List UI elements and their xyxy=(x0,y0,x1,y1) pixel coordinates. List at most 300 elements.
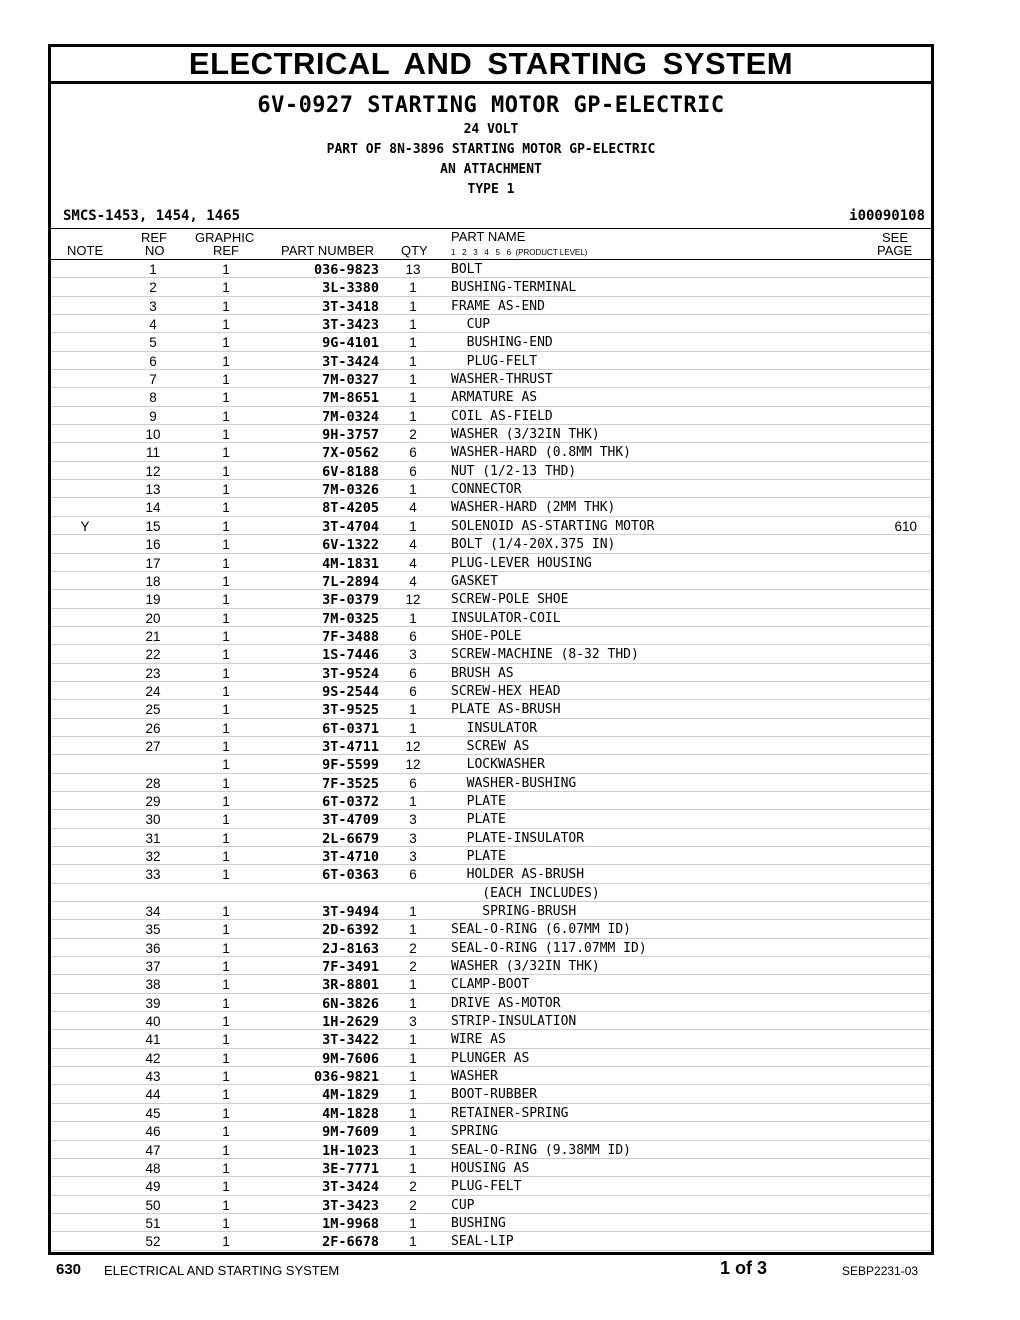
col-ref-top: REF xyxy=(141,230,167,245)
row-ref-number: 24 xyxy=(145,683,161,699)
row-graphic-ref: 1 xyxy=(222,482,230,498)
row-part-number: 3T-3423 xyxy=(322,1197,379,1214)
table-row xyxy=(51,425,931,443)
table-row xyxy=(51,1159,931,1177)
table-row xyxy=(51,994,931,1012)
row-part-name: BOOT-RUBBER xyxy=(451,1087,538,1103)
table-row xyxy=(51,1141,931,1159)
row-ref-number: 17 xyxy=(145,555,161,571)
col-graphic-bottom: REF xyxy=(213,243,239,258)
row-quantity: 1 xyxy=(409,702,417,718)
row-part-number: 4M-1831 xyxy=(322,555,379,572)
table-row xyxy=(51,1085,931,1103)
row-quantity: 6 xyxy=(409,683,417,699)
row-graphic-ref: 1 xyxy=(222,738,230,754)
row-part-number: 2F-6678 xyxy=(322,1234,379,1251)
row-graphic-ref: 1 xyxy=(222,298,230,314)
table-row xyxy=(51,847,931,865)
col-part-name: PART NAME xyxy=(451,229,526,244)
row-part-name: WASHER-HARD (2MM THK) xyxy=(451,500,616,516)
parts-table-body xyxy=(51,260,931,1251)
row-part-number: 8T-4205 xyxy=(322,500,379,517)
row-graphic-ref: 1 xyxy=(222,683,230,699)
row-graphic-ref: 1 xyxy=(222,1197,230,1213)
table-row xyxy=(51,1214,931,1232)
row-graphic-ref: 1 xyxy=(222,775,230,791)
row-ref-number: 14 xyxy=(145,500,161,516)
subtitle-voltage: 24 VOLT xyxy=(463,122,519,137)
row-graphic-ref: 1 xyxy=(222,793,230,809)
row-ref-number: 42 xyxy=(145,1050,161,1066)
row-graphic-ref: 1 xyxy=(222,555,230,571)
row-ref-number: 25 xyxy=(145,702,161,718)
row-quantity: 1 xyxy=(409,1124,417,1140)
row-ref-number: 32 xyxy=(145,849,161,864)
row-part-name: BOLT xyxy=(451,262,483,277)
table-row xyxy=(51,1049,931,1067)
row-part-name: PLATE xyxy=(451,812,506,828)
row-ref-number: 36 xyxy=(145,940,161,956)
row-graphic-ref: 1 xyxy=(222,537,230,553)
row-graphic-ref: 1 xyxy=(222,463,230,479)
row-graphic-ref: 1 xyxy=(222,922,230,938)
row-part-name: CONNECTOR xyxy=(451,482,522,498)
footer-page-of: 1 of 3 xyxy=(720,1258,768,1278)
row-ref-number: 44 xyxy=(145,1087,161,1103)
row-part-number: 1S-7446 xyxy=(322,647,379,664)
row-ref-number: 21 xyxy=(145,628,161,644)
table-row xyxy=(51,810,931,828)
row-graphic-ref: 1 xyxy=(222,353,230,369)
table-row xyxy=(51,590,931,608)
row-ref-number: 3 xyxy=(149,298,157,314)
row-part-name: INSULATOR xyxy=(451,720,538,736)
table-row xyxy=(51,737,931,755)
row-graphic-ref: 1 xyxy=(222,665,230,681)
row-graphic-ref: 1 xyxy=(222,573,230,589)
col-graphic-top: GRAPHIC xyxy=(195,230,255,245)
row-ref-number: 43 xyxy=(145,1069,161,1085)
col-qty: QTY xyxy=(401,243,428,258)
row-part-name: COIL AS-FIELD xyxy=(451,408,553,424)
col-product-levels: 1 2 3 4 5 6 (PRODUCT LEVEL) xyxy=(451,248,588,257)
table-row xyxy=(51,498,931,516)
row-quantity: 4 xyxy=(409,555,417,571)
row-quantity: 1 xyxy=(409,1160,417,1176)
row-part-name: LOCKWASHER xyxy=(451,757,545,773)
row-ref-number: 48 xyxy=(145,1160,161,1176)
row-quantity: 3 xyxy=(409,830,417,846)
row-ref-number: 20 xyxy=(145,610,161,626)
row-part-name: (EACH INCLUDES) xyxy=(451,885,600,901)
row-quantity: 6 xyxy=(409,628,417,644)
footer-section-name: ELECTRICAL AND STARTING SYSTEM xyxy=(104,1263,340,1278)
table-row xyxy=(51,792,931,810)
row-part-number: 9M-7606 xyxy=(322,1050,379,1067)
row-graphic-ref: 1 xyxy=(222,1234,230,1250)
row-graphic-ref: 1 xyxy=(222,500,230,516)
row-part-number: 3T-9524 xyxy=(322,665,379,682)
row-part-name: SCREW-MACHINE (8-32 THD) xyxy=(451,647,639,663)
table-row xyxy=(51,1067,931,1085)
row-part-number: 3T-3422 xyxy=(322,1032,379,1049)
row-ref-number: 35 xyxy=(145,922,161,938)
row-graphic-ref: 1 xyxy=(222,720,230,736)
row-part-number: 1M-9968 xyxy=(322,1215,379,1232)
row-part-name: HOLDER AS-BRUSH xyxy=(451,867,585,883)
table-row xyxy=(51,297,931,315)
row-ref-number: 27 xyxy=(145,738,161,754)
group-title: 6V-0927 STARTING MOTOR GP-ELECTRIC xyxy=(257,93,725,118)
row-part-name: WASHER (3/32IN THK) xyxy=(451,959,600,975)
row-part-number: 7M-0326 xyxy=(322,482,379,499)
row-quantity: 1 xyxy=(409,610,417,626)
row-graphic-ref: 1 xyxy=(222,1050,230,1066)
row-quantity: 4 xyxy=(409,500,417,516)
row-ref-number: 39 xyxy=(145,995,161,1011)
row-ref-number: 33 xyxy=(145,867,161,883)
table-row xyxy=(51,902,931,920)
row-part-number: 3T-9525 xyxy=(322,702,379,719)
row-graphic-ref: 1 xyxy=(222,390,230,406)
table-row xyxy=(51,920,931,938)
row-quantity: 12 xyxy=(405,592,421,608)
row-quantity: 2 xyxy=(409,940,417,956)
row-part-number: 6T-0371 xyxy=(322,720,379,737)
row-part-name: WIRE AS xyxy=(451,1032,506,1048)
row-graphic-ref: 1 xyxy=(222,427,230,443)
row-quantity: 1 xyxy=(409,298,417,314)
row-quantity: 1 xyxy=(409,518,417,534)
row-ref-number: 40 xyxy=(145,1014,161,1030)
row-part-name: PLUG-LEVER HOUSING xyxy=(451,555,592,571)
row-part-number: 3T-4709 xyxy=(322,812,379,829)
table-row xyxy=(51,1030,931,1048)
row-quantity: 1 xyxy=(409,1087,417,1103)
row-part-number: 3E-7771 xyxy=(322,1160,379,1177)
row-quantity: 6 xyxy=(409,463,417,479)
row-ref-number: 22 xyxy=(145,647,161,663)
table-row xyxy=(51,975,931,993)
row-quantity: 1 xyxy=(409,353,417,369)
row-quantity: 6 xyxy=(409,867,417,883)
row-quantity: 1 xyxy=(409,793,417,809)
row-quantity: 1 xyxy=(409,317,417,333)
row-part-name: CUP xyxy=(451,317,491,333)
row-graphic-ref: 1 xyxy=(222,1142,230,1158)
row-part-name: BOLT (1/4-20X.375 IN) xyxy=(451,537,616,553)
row-graphic-ref: 1 xyxy=(222,335,230,351)
row-ref-number: 29 xyxy=(145,793,161,809)
row-part-number: 3R-8801 xyxy=(322,977,379,994)
row-part-name: INSULATOR-COIL xyxy=(451,610,561,626)
subtitle-attachment: AN ATTACHMENT xyxy=(440,162,542,177)
row-part-name: GASKET xyxy=(451,573,498,589)
row-graphic-ref: 1 xyxy=(222,1087,230,1103)
row-part-name: SPRING-BRUSH xyxy=(451,904,577,920)
row-ref-number: 6 xyxy=(149,353,157,369)
row-part-number: 036-9823 xyxy=(313,262,379,278)
row-part-number: 3T-4711 xyxy=(322,738,379,755)
row-part-number: 4M-1828 xyxy=(322,1105,379,1122)
row-quantity: 2 xyxy=(409,1179,417,1195)
smcs-row xyxy=(51,206,931,228)
row-part-name: SEAL-O-RING (9.38MM ID) xyxy=(451,1142,632,1158)
row-part-number: 1H-1023 xyxy=(322,1142,379,1159)
row-quantity: 3 xyxy=(409,647,417,663)
row-part-name: WASHER-HARD (0.8MM THK) xyxy=(451,445,632,461)
row-part-name: WASHER-THRUST xyxy=(451,372,553,388)
row-quantity: 1 xyxy=(409,335,417,351)
row-part-name: CUP xyxy=(451,1197,475,1213)
row-ref-number: 5 xyxy=(149,335,157,351)
row-part-name: SCREW-POLE SHOE xyxy=(451,592,569,608)
col-note: NOTE xyxy=(67,243,104,258)
row-graphic-ref: 1 xyxy=(222,317,230,333)
row-graphic-ref: 1 xyxy=(222,372,230,388)
table-row xyxy=(51,1122,931,1140)
table-row xyxy=(51,755,931,773)
table-row xyxy=(51,407,931,425)
row-ref-number: 1 xyxy=(149,262,157,277)
page-footer xyxy=(0,1258,1020,1282)
smcs-codes: SMCS-1453, 1454, 1465 xyxy=(63,208,241,224)
table-row xyxy=(51,572,931,590)
row-quantity: 1 xyxy=(409,372,417,388)
row-quantity: 1 xyxy=(409,720,417,736)
row-part-name: PLATE xyxy=(451,849,506,864)
row-ref-number: 8 xyxy=(149,390,157,406)
row-part-number: 3T-3424 xyxy=(322,353,379,370)
table-row xyxy=(51,700,931,718)
row-part-name: PLUG-FELT xyxy=(451,353,538,369)
row-graphic-ref: 1 xyxy=(222,702,230,718)
row-part-number: 2D-6392 xyxy=(322,922,379,939)
row-quantity: 2 xyxy=(409,1197,417,1213)
table-row xyxy=(51,462,931,480)
row-graphic-ref: 1 xyxy=(222,995,230,1011)
row-graphic-ref: 1 xyxy=(222,1215,230,1231)
row-part-number: 3T-4710 xyxy=(322,849,379,865)
table-row xyxy=(51,627,931,645)
row-ref-number: 2 xyxy=(149,280,157,296)
row-graphic-ref: 1 xyxy=(222,280,230,296)
row-quantity: 4 xyxy=(409,537,417,553)
row-part-name: DRIVE AS-MOTOR xyxy=(451,995,561,1011)
row-graphic-ref: 1 xyxy=(222,904,230,920)
section-title: ELECTRICAL AND STARTING SYSTEM xyxy=(51,47,931,84)
row-part-name: NUT (1/2-13 THD) xyxy=(451,463,577,479)
row-quantity: 1 xyxy=(409,408,417,424)
row-part-number: 3F-0379 xyxy=(322,592,379,609)
table-row xyxy=(51,609,931,627)
row-quantity: 1 xyxy=(409,1050,417,1066)
row-part-name: BUSHING xyxy=(451,1215,506,1231)
row-part-name: PLATE xyxy=(451,793,506,809)
table-row xyxy=(51,388,931,406)
row-ref-number: 23 xyxy=(145,665,161,681)
row-part-name: PLUG-FELT xyxy=(451,1179,522,1195)
row-quantity: 1 xyxy=(409,995,417,1011)
table-row xyxy=(51,554,931,572)
row-ref-number: 15 xyxy=(145,518,161,534)
row-part-number: 7M-0325 xyxy=(322,610,379,627)
row-ref-number: 51 xyxy=(145,1215,161,1231)
footer-doc-code: SEBP2231-03 xyxy=(842,1264,919,1278)
row-part-number: 6N-3826 xyxy=(322,995,379,1012)
row-quantity: 1 xyxy=(409,1142,417,1158)
row-ref-number: 16 xyxy=(145,537,161,553)
row-part-number: 6T-0372 xyxy=(322,793,379,810)
row-quantity: 2 xyxy=(409,427,417,443)
row-part-name: SPRING xyxy=(451,1124,498,1140)
table-row xyxy=(51,829,931,847)
row-see-page: 610 xyxy=(894,518,917,534)
row-part-number: 7F-3491 xyxy=(322,959,379,976)
parts-list-frame xyxy=(48,44,934,1255)
row-ref-number: 38 xyxy=(145,977,161,993)
row-graphic-ref: 1 xyxy=(222,647,230,663)
row-part-name: PLATE AS-BRUSH xyxy=(451,702,561,718)
illustration-id: i00090108 xyxy=(849,208,925,224)
table-row xyxy=(51,645,931,663)
table-row xyxy=(51,1012,931,1030)
row-part-name: WASHER xyxy=(451,1069,498,1085)
row-note: Y xyxy=(80,518,90,534)
row-graphic-ref: 1 xyxy=(222,592,230,608)
row-part-number: 7M-0324 xyxy=(322,408,379,425)
row-part-number: 9F-5599 xyxy=(322,757,379,774)
row-ref-number: 37 xyxy=(145,959,161,975)
row-part-name: SCREW AS xyxy=(451,738,530,754)
row-graphic-ref: 1 xyxy=(222,812,230,828)
row-part-name: SEAL-LIP xyxy=(451,1234,514,1250)
table-row xyxy=(51,1232,931,1250)
subtitle-parent-group: PART OF 8N-3896 STARTING MOTOR GP-ELECTRIC xyxy=(326,142,656,157)
row-part-name: PLUNGER AS xyxy=(451,1050,530,1066)
row-quantity: 1 xyxy=(409,1105,417,1121)
table-row xyxy=(51,664,931,682)
row-part-name: FRAME AS-END xyxy=(451,298,545,314)
row-part-number: 6V-1322 xyxy=(322,537,379,554)
row-part-number: 3T-3424 xyxy=(322,1179,379,1196)
table-row xyxy=(51,278,931,296)
row-graphic-ref: 1 xyxy=(222,518,230,534)
col-see-top: SEE xyxy=(882,230,909,245)
row-part-name: WASHER-BUSHING xyxy=(451,775,577,791)
row-quantity: 1 xyxy=(409,1032,417,1048)
row-part-number: 3T-4704 xyxy=(322,518,379,535)
table-row xyxy=(51,719,931,737)
row-part-number: 2J-8163 xyxy=(322,940,379,957)
row-graphic-ref: 1 xyxy=(222,830,230,846)
row-graphic-ref: 1 xyxy=(222,940,230,956)
row-quantity: 3 xyxy=(409,1014,417,1030)
row-quantity: 6 xyxy=(409,445,417,461)
table-row xyxy=(51,939,931,957)
row-quantity: 1 xyxy=(409,922,417,938)
row-graphic-ref: 1 xyxy=(222,445,230,461)
table-row xyxy=(51,480,931,498)
row-part-name: SHOE-POLE xyxy=(451,628,522,644)
row-graphic-ref: 1 xyxy=(222,1014,230,1030)
row-ref-number: 47 xyxy=(145,1142,161,1158)
table-row xyxy=(51,260,931,278)
row-ref-number: 50 xyxy=(145,1197,161,1213)
row-ref-number: 52 xyxy=(145,1234,161,1250)
row-part-number: 3T-9494 xyxy=(322,904,379,921)
row-part-number: 2L-6679 xyxy=(322,830,379,847)
row-graphic-ref: 1 xyxy=(222,1179,230,1195)
row-part-number: 9G-4101 xyxy=(322,335,379,352)
row-ref-number: 30 xyxy=(145,812,161,828)
row-part-number: 4M-1829 xyxy=(322,1087,379,1104)
row-part-name: ARMATURE AS xyxy=(451,390,538,406)
row-part-name: WASHER (3/32IN THK) xyxy=(451,427,600,443)
row-part-name: BUSHING-TERMINAL xyxy=(451,280,577,296)
row-quantity: 3 xyxy=(409,849,417,864)
row-graphic-ref: 1 xyxy=(222,757,230,773)
row-part-number: 7F-3488 xyxy=(322,628,379,645)
row-graphic-ref: 1 xyxy=(222,628,230,644)
row-part-number: 3T-3418 xyxy=(322,298,379,315)
table-row xyxy=(51,774,931,792)
row-quantity: 1 xyxy=(409,482,417,498)
row-quantity: 12 xyxy=(405,757,421,773)
row-graphic-ref: 1 xyxy=(222,1105,230,1121)
row-graphic-ref: 1 xyxy=(222,849,230,864)
row-graphic-ref: 1 xyxy=(222,610,230,626)
row-part-number: 7L-2894 xyxy=(322,573,379,590)
row-ref-number: 12 xyxy=(145,463,161,479)
row-ref-number: 19 xyxy=(145,592,161,608)
row-graphic-ref: 1 xyxy=(222,867,230,883)
row-quantity: 1 xyxy=(409,1215,417,1231)
row-part-number: 9S-2544 xyxy=(322,683,379,700)
row-ref-number: 46 xyxy=(145,1124,161,1140)
row-part-name: RETAINER-SPRING xyxy=(451,1105,569,1121)
row-graphic-ref: 1 xyxy=(222,408,230,424)
row-ref-number: 13 xyxy=(145,482,161,498)
table-header xyxy=(51,228,931,260)
col-see-bottom: PAGE xyxy=(877,243,913,258)
row-ref-number: 18 xyxy=(145,573,161,589)
row-ref-number: 26 xyxy=(145,720,161,736)
row-part-name: STRIP-INSULATION xyxy=(451,1014,577,1030)
row-quantity: 1 xyxy=(409,1069,417,1085)
row-quantity: 1 xyxy=(409,1234,417,1250)
table-row xyxy=(51,865,931,883)
row-ref-number: 7 xyxy=(149,372,157,388)
table-row xyxy=(51,957,931,975)
row-graphic-ref: 1 xyxy=(222,1124,230,1140)
row-quantity: 6 xyxy=(409,665,417,681)
row-graphic-ref: 1 xyxy=(222,1160,230,1176)
table-row xyxy=(51,1177,931,1195)
row-part-number: 7M-8651 xyxy=(322,390,379,407)
row-part-name: PLATE-INSULATOR xyxy=(451,830,585,846)
subtitle-type: TYPE 1 xyxy=(467,182,515,197)
row-part-number: 036-9821 xyxy=(313,1069,379,1086)
row-quantity: 4 xyxy=(409,573,417,589)
row-ref-number: 45 xyxy=(145,1105,161,1121)
row-ref-number: 49 xyxy=(145,1179,161,1195)
row-quantity: 3 xyxy=(409,812,417,828)
table-row xyxy=(51,884,931,902)
row-ref-number: 28 xyxy=(145,775,161,791)
row-quantity: 1 xyxy=(409,977,417,993)
table-row xyxy=(51,443,931,461)
